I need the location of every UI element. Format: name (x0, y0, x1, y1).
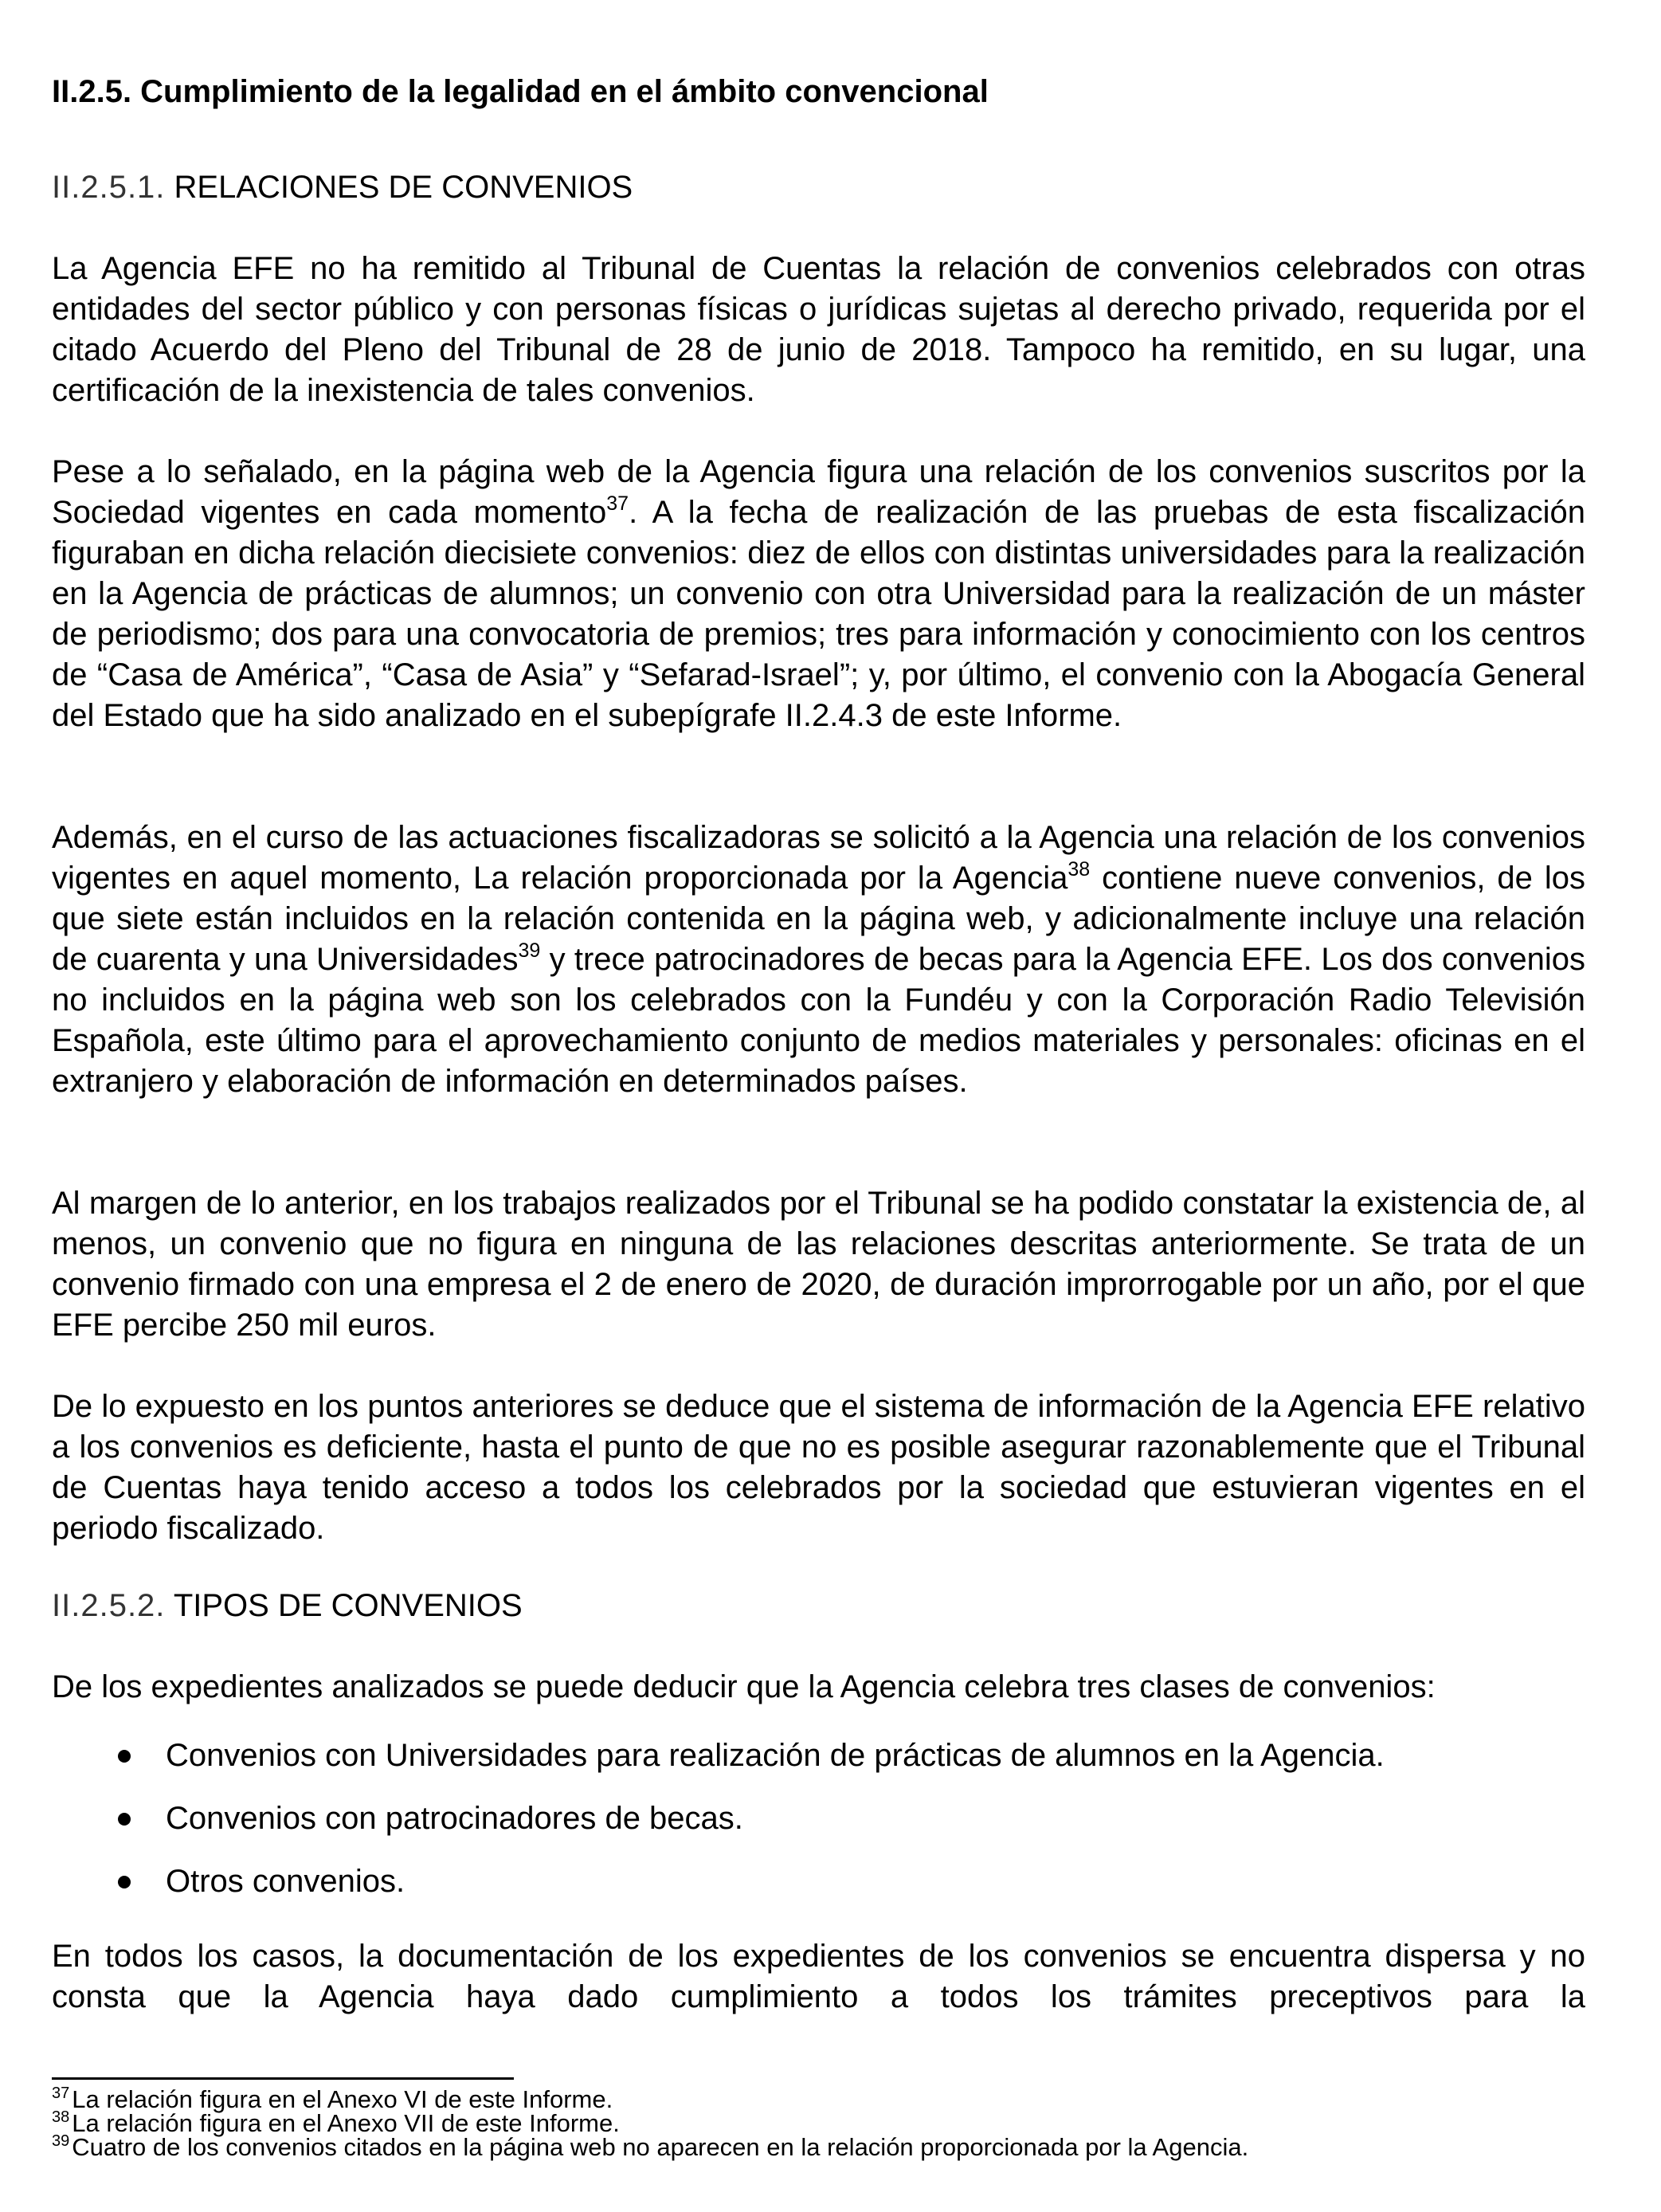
paragraph-no-remitido: La Agencia EFE no ha remitido al Tribunal de Cuentas la relación de convenios celebrados con otras entidades del sector público y con personas físicas o jurídicas sujetas al derecho privado, requerida por el citado Acuerdo del Pleno del Tribunal de 28 de junio de 2018. Tampoco ha remitido, en su lugar, una certificación de la inexistencia de tales convenios. (52, 251, 1585, 408)
footnote-text: Cuatro de los convenios citados en la página web no aparecen en la relación proporcionada por la Agencia. (72, 2133, 1249, 2161)
paragraph-text: y trece patrocinadores de becas para la Agencia EFE. Los dos convenios no incluidos en la página web son los celebrados con la Fundéu y con la Corporación Radio Televisión Española, este último para el aprovechamiento conjunto de medios materiales y personales: oficinas en el extranjero y elaboración de información en determinados países. (52, 942, 1585, 1099)
paragraph-intro-tipos: De los expedientes analizados se puede deducir que la Agencia celebra tres clases de convenios: (52, 1669, 1436, 1704)
list-item (52, 1735, 1585, 1798)
footnotes (52, 2085, 1585, 2161)
paragraph-text: Pese a lo señalado, en la página web de la Agencia figura una relación de los convenios suscritos por la Sociedad vigentes en cada momento (52, 454, 1585, 530)
footnote-separator (52, 2077, 514, 2080)
subsection-title: RELACIONES DE CONVENIOS (174, 170, 633, 205)
paragraph-text: Además, en el curso de las actuaciones fiscalizadoras se solicitó a la Agencia una relación de los convenios vigentes en aquel momento, La relación proporcionada por la Agencia (52, 820, 1585, 896)
paragraph-text: contiene nueve convenios, de los que siete están incluidos en la relación contenida en la página web, y adicionalmente incluye una relación de cuarenta y una Universidades (52, 861, 1585, 977)
paragraph-al-margen: Al margen de lo anterior, en los trabajos realizados por el Tribunal se ha podido constatar la existencia de, al menos, un convenio que no figura en ninguna de las relaciones descritas anteriormente. Se trata de un convenio firmado con una empresa el 2 de enero de 2020, de duración improrrogable por un año, por el que EFE percibe 250 mil euros. (52, 1186, 1585, 1343)
footnote-text: La relación figura en el Anexo VI de este Informe. (72, 2085, 613, 2113)
paragraph-actuaciones (52, 818, 1585, 1102)
footnote-number: 39 (52, 2132, 70, 2150)
list-item (52, 1861, 1585, 1924)
section-title: II.2.5. Cumplimiento de la legalidad en el ámbito convencional (52, 74, 989, 109)
subsection-heading-relaciones (52, 167, 633, 207)
footnote-38 (52, 2108, 1585, 2137)
subsection-title: TIPOS DE CONVENIOS (173, 1588, 523, 1623)
paragraph-text: . A la fecha de realización de las pruebas de esta fiscalización figuraban en dicha relación diecisiete convenios: diez de ellos con distintas universidades para la realización en la Agencia de prácticas de alumnos; un convenio con otra Universidad para la realización de un máster de periodismo; dos para una convocatoria de premios; tres para información y conocimiento con los centros de “Casa de América”, “Casa de Asia” y “Sefarad-Israel”; y, por último, el convenio con la Abogacía General del Estado que ha sido analizado en el subepígrafe II.2.4.3 de este Informe. (52, 495, 1586, 733)
bullet-icon (118, 1750, 131, 1763)
subsection-number: II.2.5.2. (52, 1588, 166, 1623)
list-item-text: Otros convenios. (166, 1864, 405, 1899)
footnote-number: 37 (52, 2085, 70, 2102)
footnote-ref-37[interactable]: 37 (606, 492, 629, 515)
paragraph-pagina-web (52, 452, 1585, 736)
bullet-icon (118, 1876, 131, 1888)
convenio-types-list (52, 1735, 1585, 1924)
list-item (52, 1798, 1585, 1861)
paragraph-conclusion: De lo expuesto en los puntos anteriores se deduce que el sistema de información de la Agencia EFE relativo a los convenios es deficiente, hasta el punto de que no es posible asegurar razonablemente que el Tribunal de Cuentas haya tenido acceso a todos los celebrados por la sociedad que estuvieran vigentes en el periodo fiscalizado. (52, 1389, 1585, 1546)
footnote-39 (52, 2132, 1585, 2161)
footnote-text: La relación figura en el Anexo VII de este Informe. (72, 2109, 620, 2137)
list-item-text: Convenios con Universidades para realización de prácticas de alumnos en la Agencia. (166, 1738, 1385, 1773)
bullet-icon (118, 1813, 131, 1826)
footnote-37 (52, 2085, 1585, 2113)
subsection-heading-tipos (52, 1586, 523, 1626)
footnote-ref-38[interactable]: 38 (1068, 858, 1091, 880)
footnote-ref-39[interactable]: 39 (518, 939, 541, 962)
subsection-number: II.2.5.1. (52, 170, 166, 205)
footnote-number: 38 (52, 2108, 70, 2126)
list-item-text: Convenios con patrocinadores de becas. (166, 1801, 743, 1836)
paragraph-closing: En todos los casos, la documentación de los expedientes de los convenios se encuentra dispersa y no consta que la Agencia haya dado cumplimiento a todos los trámites preceptivos para la (52, 1939, 1585, 2014)
